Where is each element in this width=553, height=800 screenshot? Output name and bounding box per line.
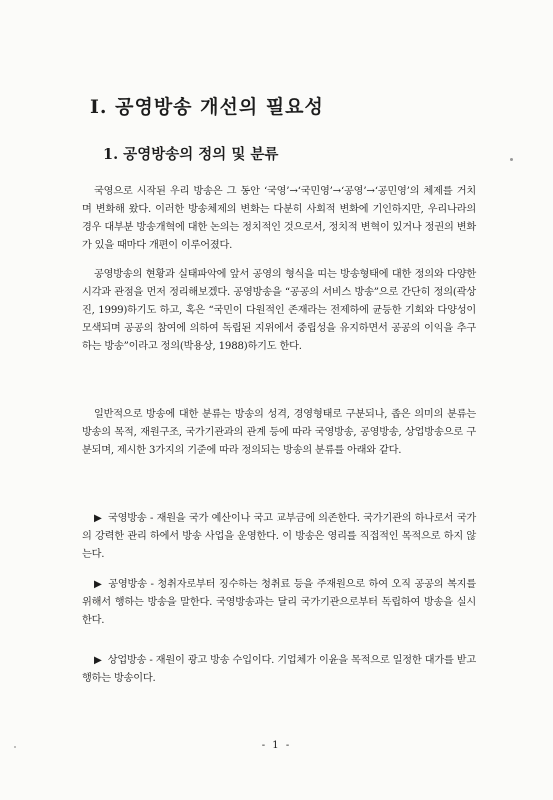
subsection-title: 1. 공영방송의 정의 및 분류 — [103, 146, 279, 163]
paragraph-2: 공영방송의 현황과 실태파악에 앞서 공영의 형식을 띠는 방송형태에 대한 정의와 다양한 시각과 관점을 먼저 정리해보겠다. 공영방송을 “공공의 서비스 방송”으로 간단히 정의(곽상진, 1999)하기도 하고, 혹은 “국민이 다원적인 존재라는 전제하에 균등한 기회와 다양성이 모색되며 공공의 참여에 의하여 독립된 지위에서 중립성을 유지하면서 공공의 이익을 추구하는 방송”이라고 정의(박용상, 1988)하기도 한다. — [82, 269, 476, 352]
triangle-bullet-icon: ▶ — [94, 579, 103, 590]
paragraph-1: 국영으로 시작된 우리 방송은 그 동안 ‘국영’→‘국민영’→‘공영’→‘공민영’의 체제를 거치며 변화해 왔다. 이러한 방송체제의 변화는 다분히 사회적 변화에 기인하지만, 우리나라의 경우 대부분 방송개혁에 대한 논의는 정치적인 것으로서, 정치적 변혁이 있거나 정권의 변화가 있을 때마다 개편이 이루어졌다. — [82, 186, 476, 251]
triangle-bullet-icon: ▶ — [94, 655, 102, 666]
scan-speck — [510, 158, 513, 161]
paragraph-3: 일반적으로 방송에 대한 분류는 방송의 성격, 경영형태로 구분되나, 좁은 의미의 분류는 방송의 목적, 재원구조, 국가기관과의 관계 등에 따라 국영방송, 공영방송, 상업방송으로 구분되며, 제시한 3가지의 기준에 따라 정의되는 방송의 분류를 아래와 같다. — [82, 409, 476, 456]
bullet-item-state-broadcasting — [82, 510, 476, 564]
triangle-bullet-icon: ▶ — [94, 513, 102, 524]
bullet-text: 공영방송 - 청취자로부터 징수하는 청취료 등을 주재원으로 하여 오직 공공의 복지를 위해서 행하는 방송을 말한다. 국영방송과는 달리 국가기관으로부터 독립하여 방송을 실시한다. — [82, 579, 476, 626]
page-number: - 1 - — [261, 740, 292, 751]
bullet-item-commercial-broadcasting — [82, 652, 476, 688]
bullet-item-public-broadcasting — [82, 576, 476, 630]
bullet-text: 상업방송 - 재원이 광고 방송 수입이다. 기업체가 이윤을 목적으로 일정한 대가를 받고 행하는 방송이다. — [82, 655, 477, 684]
section-title: Ⅰ. 공영방송 개선의 필요성 — [90, 96, 324, 118]
bullet-text: 국영방송 - 재원을 국가 예산이나 국고 교부금에 의존한다. 국가기관의 하나로서 국가의 강력한 관리 하에서 방송 사업을 운영한다. 이 방송은 영리를 직접적인 목적으로 하지 않는다. — [82, 513, 476, 560]
